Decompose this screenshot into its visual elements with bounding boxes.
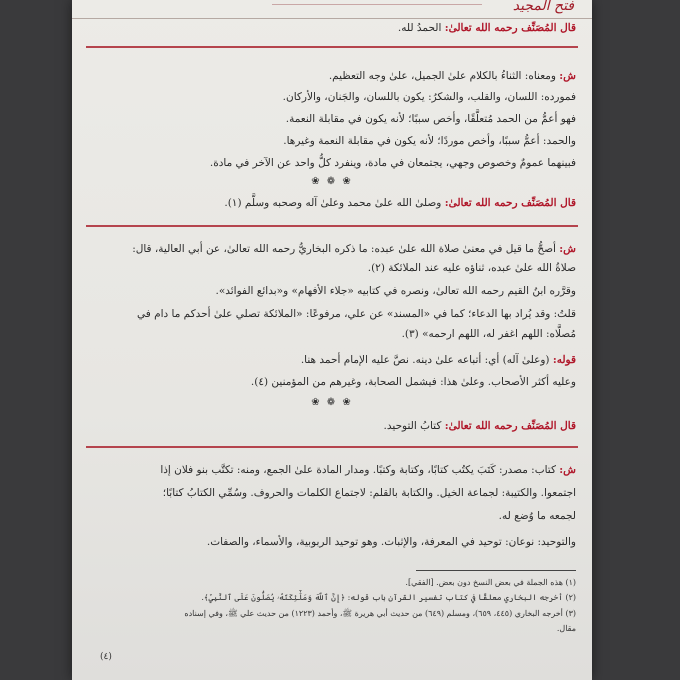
commentary-line: ش: ومعناه: الثناءُ بالكلام علىٰ الجميل، علىٰ وجه التعظيم. — [328, 70, 576, 82]
footnote-separator — [416, 570, 576, 571]
commentary-line: قوله: (وعلىٰ آله) أي: أتباعه علىٰ دينه. نصَّ عليه الإمام أحمد هنا. — [300, 354, 576, 366]
ornament-divider: ❀ ❁ ❀ — [311, 176, 353, 187]
commentary-line: مُصلَّاه: اللهم اغفر له، اللهم ارحمه» (٣). — [401, 328, 576, 340]
book-title-logo: فتح المجيد — [512, 0, 574, 14]
footnote: (٢) أخرجه البخاري معلقًا في كتاب تفسير القرآن باب قوله: ﴿إِنَّ ٱللَّهَ وَمَلَٰٓئِكَتَهُۥ يُصَلُّونَ عَلَى ٱلنَّبِيِّ﴾. — [201, 593, 576, 602]
commentary-line: والتوحيد: نوعان: توحيد في المعرفة، والإثبات. وهو توحيد الربوبية، والأسماء، والصفات. — [206, 536, 576, 548]
commentary-line: اجتمعوا. والكتيبة: لجماعة الخيل. والكتابة بالقلم: لاجتماع الكلمات والحروف. وسُمِّي الكتابُ كتابًا؛ — [162, 487, 576, 499]
commentary-line: وقرَّره ابنُ القيم رحمه الله تعالىٰ، ونصره في كتابيه «جلاء الأفهام» و«بدائع الفوائد». — [215, 285, 576, 297]
ornament-divider: ❀ ❁ ❀ — [311, 397, 353, 408]
book-page — [72, 0, 592, 680]
commentary-line: ش: كتاب: مصدر: كَتَبَ يكتُب كتابًا، وكتابة وكتبًا. ومدار المادة علىٰ الجمع، ومنه: تكتَّب بنو فلان إذا — [160, 464, 576, 476]
footnote: مقال. — [556, 624, 576, 633]
commentary-line: والحمد: أعمُّ سببًا، وأخص موردًا؛ لأنه يكون في مقابلة النعمة وغيرها. — [283, 135, 576, 147]
commentary-line: ش: أصحُّ ما قيل في معنىٰ صلاة الله علىٰ عبده: ما ذكره البخاريُّ رحمه الله تعالىٰ، عن أبي العالية، قال: — [132, 243, 576, 255]
section-divider — [86, 225, 578, 227]
commentary-line: قلتُ: وقد يُراد بها الدعاء؛ كما في «المسند» عن علي، مرفوعًا: «الملائكة تصلي علىٰ أحدكم ما دام في — [136, 308, 576, 320]
author-statement: قال المُصَنِّف رحمه الله تعالىٰ: الحمدُ لله. — [397, 22, 576, 34]
footnote: (١) هذه الجملة في بعض النسخ دون بعض. [الفقي]. — [405, 578, 576, 587]
commentary-line: لجمعه ما وُضع له. — [498, 510, 576, 522]
author-statement: قال المُصَنِّف رحمه الله تعالىٰ: كتابُ التوحيد. — [383, 420, 576, 432]
page-header — [72, 0, 592, 19]
author-statement: قال المُصَنِّف رحمه الله تعالىٰ: وصلىٰ الله علىٰ محمد وعلىٰ آله وصحبه وسلَّم (١). — [224, 197, 576, 209]
commentary-line: فهو أعمُّ من الحمد مُتعلَّقًا، وأخص سببًا؛ لأنه يكون في مقابلة النعمة. — [285, 113, 576, 125]
footnote: (٣) أخرجه البخاري (٤٤٥، ٦٥٩)، ومسلم (٦٤٩) من حديث أبي هريرة ﷺ، وأحمد (١٢٢٣) من حديث علي ﷺ، وفي إسناده — [184, 609, 576, 618]
page-number: (٤) — [100, 652, 112, 662]
commentary-line: صلاةُ الله علىٰ عبده، ثناؤه عليه عند الملائكة (٢). — [367, 262, 576, 274]
commentary-line: فمورده: اللسان، والقلب، والشكرُ: يكون باللسان، والجَنان، والأركان. — [282, 91, 576, 103]
header-decoration — [272, 4, 482, 11]
section-divider — [86, 446, 578, 448]
commentary-line: وعليه أكثر الأصحاب. وعلىٰ هذا: فيشمل الصحابة، وغيرهم من المؤمنين (٤). — [250, 376, 576, 388]
section-divider — [86, 46, 578, 48]
commentary-line: فبينهما عمومٌ وخصوص وجهي، يجتمعان في مادة، وينفرد كلُّ واحد عن الآخر في مادة. — [209, 157, 576, 169]
